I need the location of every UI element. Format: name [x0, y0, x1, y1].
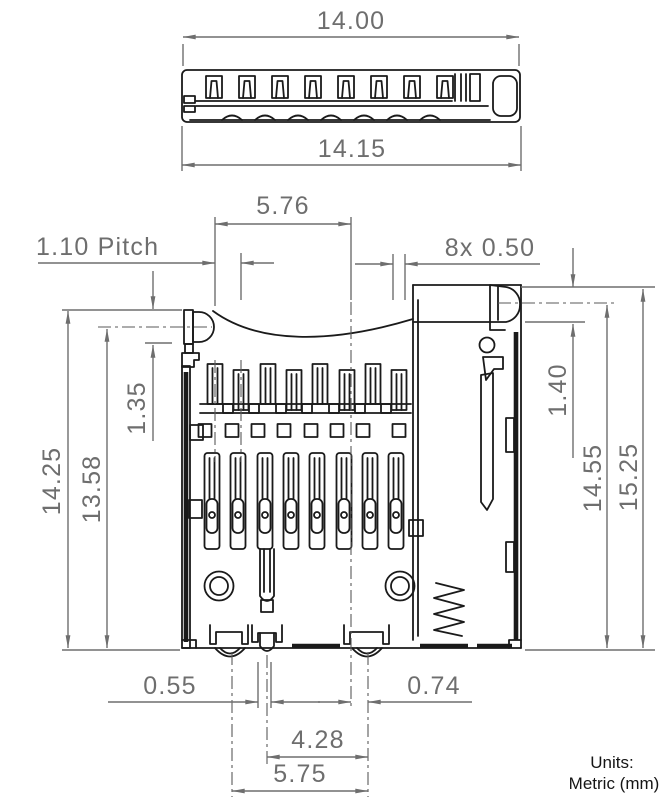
dim-label-1-40: 1.40	[544, 363, 572, 417]
dim-label-5-76: 5.76	[256, 192, 310, 220]
pad-square-row	[199, 424, 406, 437]
dim-label-pitch: 1.10 Pitch	[36, 233, 160, 261]
mount-post-right	[386, 572, 415, 601]
contact-fingers	[205, 453, 404, 549]
foot-left	[210, 625, 248, 657]
dim-right-inner-height	[579, 305, 607, 648]
dim-pitch	[36, 233, 274, 300]
units-value: Metric (mm)	[568, 774, 660, 793]
dim-left-tab-height	[123, 271, 172, 441]
eject-spring	[434, 583, 464, 636]
dim-left-tab-center-height	[78, 329, 107, 648]
units-note	[569, 753, 660, 793]
left-wall	[182, 366, 203, 648]
dim-label-4-28: 4.28	[291, 726, 345, 754]
dim-foot-span	[232, 760, 368, 791]
dim-label-8x-0-50: 8x 0.50	[444, 234, 536, 262]
side-view-geometry	[182, 70, 520, 122]
dim-side-bottom-width	[182, 126, 521, 171]
dim-right-tab-height	[525, 248, 585, 458]
dim-side-top-width	[183, 7, 519, 66]
dim-label-14-15: 14.15	[317, 135, 387, 163]
dim-contact-span	[215, 192, 351, 306]
dim-label-0-74: 0.74	[407, 672, 461, 700]
dim-right-foot-width	[318, 672, 472, 702]
side-view-latch-lines	[455, 74, 480, 101]
units-label: Units:	[590, 753, 634, 772]
dim-label-14-55: 14.55	[579, 443, 607, 513]
left-tab	[182, 310, 214, 367]
dim-pin-to-foot-span	[267, 726, 368, 757]
slot-mouth-curve	[213, 311, 413, 337]
mount-post-left	[205, 572, 234, 601]
eject-lever	[481, 357, 503, 510]
right-shell	[409, 285, 521, 648]
dim-label-14-25: 14.25	[38, 446, 66, 516]
dim-label-14-00: 14.00	[316, 7, 386, 35]
dim-left-overall-height	[38, 310, 182, 650]
detect-hole	[480, 338, 495, 353]
dim-label-13-58: 13.58	[78, 454, 106, 524]
side-view-end-cap	[493, 76, 517, 116]
dim-label-15-25: 15.25	[615, 442, 643, 512]
dim-label-1-35: 1.35	[123, 381, 151, 435]
side-view-contacts	[206, 76, 453, 98]
center-pin	[260, 549, 274, 612]
centerlines	[98, 302, 618, 797]
dim-center-pin-width	[108, 662, 320, 708]
dim-label-0-55: 0.55	[143, 672, 197, 700]
dim-label-5-75: 5.75	[273, 760, 327, 788]
contact-row	[200, 364, 411, 413]
